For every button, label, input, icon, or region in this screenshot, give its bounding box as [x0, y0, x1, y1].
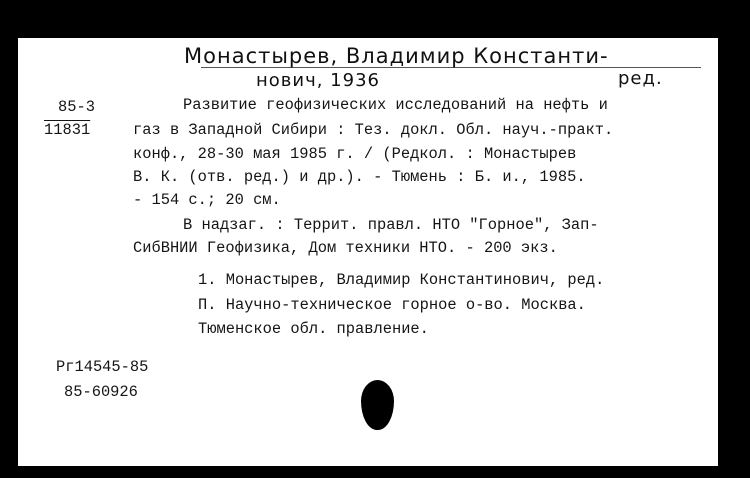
call-number: 85-3	[58, 98, 95, 116]
card-punch-hole	[361, 380, 394, 430]
body-line: - 154 с.; 20 см.	[133, 191, 281, 209]
body-line: Развитие геофизических исследований на нефть и	[183, 96, 608, 114]
handwritten-role: ред.	[618, 68, 663, 89]
body-line: конф., 28-30 мая 1985 г. / (Редкол. : Монастырев	[133, 145, 577, 163]
inventory-number: 11831	[44, 121, 91, 139]
body-line: газ в Западной Сибири : Тез. докл. Обл. науч.-практ.	[133, 121, 614, 139]
record-code: 85-60926	[64, 383, 138, 401]
handwritten-author-line-1: Монастырев, Владимир Константи-	[184, 44, 609, 68]
record-code: Рг14545-85	[56, 358, 149, 376]
catalog-card	[18, 38, 718, 466]
body-line: В. К. (отв. ред.) и др.). - Тюмень : Б. и., 1985.	[133, 168, 586, 186]
tracing-line: П. Научно-техническое горное о-во. Москва.	[198, 296, 586, 314]
note-line: В надзаг. : Террит. правл. НТО "Горное", Зап-	[183, 216, 599, 234]
note-line: СибВНИИ Геофизика, Дом техники НТО. - 200 экз.	[133, 239, 558, 257]
handwritten-author-line-2: нович, 1936	[256, 70, 380, 91]
tracing-line: 1. Монастырев, Владимир Константинович, ред.	[198, 271, 605, 289]
tracing-line: Тюменское обл. правление.	[198, 320, 429, 338]
